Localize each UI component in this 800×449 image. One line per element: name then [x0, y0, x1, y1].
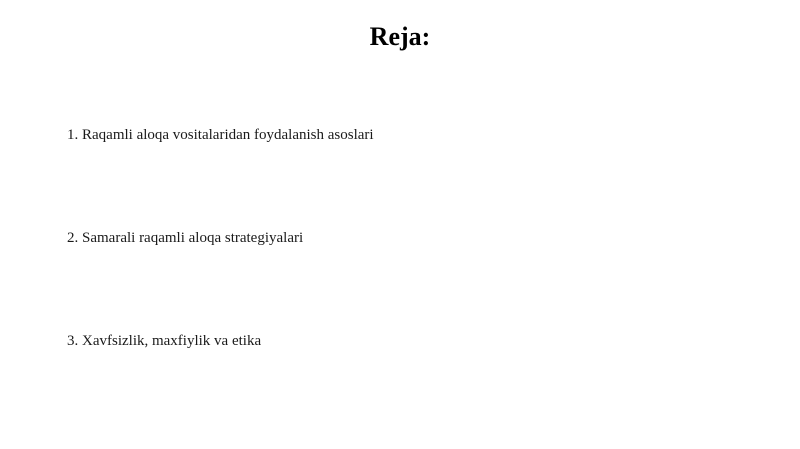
slide-title: Reja:: [369, 22, 431, 51]
plan-item: 2. Samarali raqamli aloqa strategiyalari: [67, 230, 304, 246]
plan-item: 3. Xavfsizlik, maxfiylik va etika: [67, 333, 262, 349]
plan-item: 1. Raqamli aloqa vositalaridan foydalanish asoslari: [67, 127, 374, 143]
